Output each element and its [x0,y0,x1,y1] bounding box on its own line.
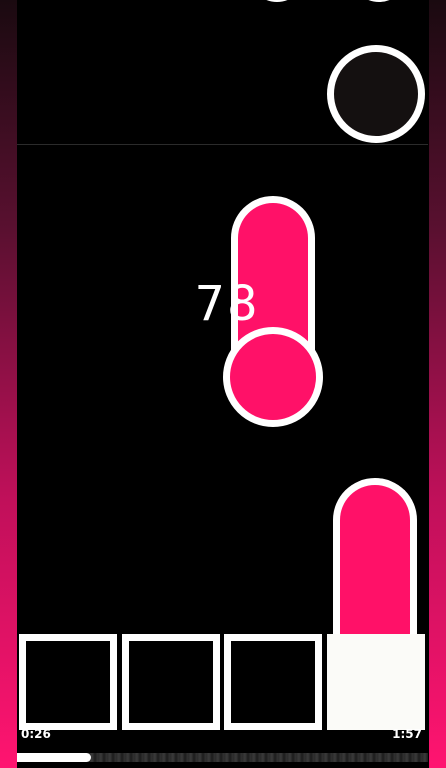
total-time: 1:57 [392,727,422,741]
tap-note-pink [223,327,323,427]
lane-divider-line [17,144,428,145]
combo-counter: 78 [194,276,260,332]
lane-key-3[interactable] [224,634,322,730]
hold-note-body [333,478,417,644]
progress-fill [17,753,91,762]
lane-key-4[interactable] [327,634,425,730]
lane-key-1[interactable] [19,634,117,730]
right-gradient-border [429,0,446,768]
lane-key-2[interactable] [122,634,220,730]
left-gradient-border [0,0,17,768]
current-time: 0:26 [21,727,51,741]
tap-note-dark [327,45,425,143]
